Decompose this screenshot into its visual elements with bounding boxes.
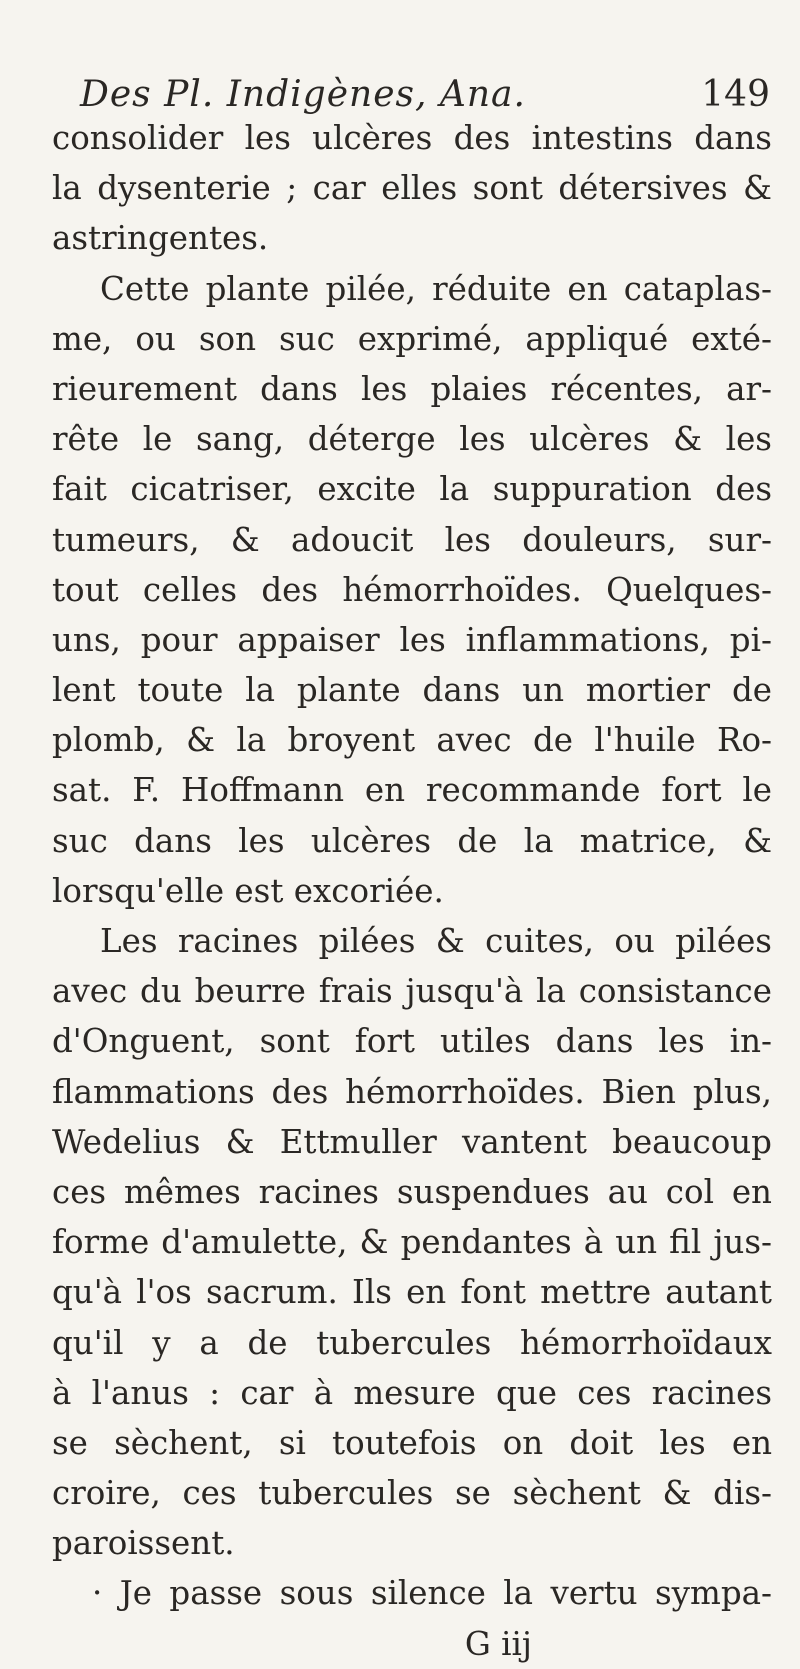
text-line: la dysenterie ; car elles sont détersives & [52,169,772,208]
text-line: croire, ces tubercules se sèchent & dis- [52,1474,772,1513]
text-line: suc dans les ulcères de la matrice, & [52,821,772,860]
page-body [52,113,772,1669]
text-line: paroissent. [52,1524,235,1563]
text-line: rête le sang, déterge les ulcères & les [52,420,772,459]
text-line: forme d'amulette, & pendantes à un fil jus- [52,1223,772,1262]
text-line: ces mêmes racines suspendues au col en [52,1172,772,1211]
text-line: Les racines pilées & cuites, ou pilées [100,922,772,960]
text-line: qu'il y a de tubercules hémorrhoïdaux [52,1323,772,1362]
text-line: se sèchent, si toutefois on doit les en [52,1423,772,1462]
text-line: avec du beurre frais jusqu'à la consistance [52,972,772,1011]
text-line: uns, pour appaiser les inflammations, pi- [52,620,772,659]
text-line: fait cicatriser, excite la suppuration des [52,470,772,509]
text-line: sat. F. Hoffmann en recommande fort le [52,771,772,810]
text-line: tout celles des hémorrhoïdes. Quelques- [52,570,772,609]
text-line: à l'anus : car à mesure que ces racines [52,1373,772,1412]
text-line: d'Onguent, sont fort utiles dans les in- [52,1022,772,1061]
text-line: consolider les ulcères des intestins dans [52,119,772,157]
text-line: me, ou son suc exprimé, appliqué exté- [52,319,772,358]
text-line: tumeurs, & adoucit les douleurs, sur- [52,520,772,559]
page-number: 149 [701,74,770,115]
signature-mark: G iij [464,1624,532,1663]
text-line: lent toute la plante dans un mortier de [52,671,772,710]
text-line: qu'à l'os sacrum. Ils en font mettre autant [52,1273,772,1312]
text-line: rieurement dans les plaies récentes, ar- [52,369,772,408]
text-line: Wedelius & Ettmuller vantent beaucoup [52,1122,772,1161]
text-line: lorsqu'elle est excoriée. [52,871,444,910]
text-line: flammations des hémorrhoïdes. Bien plus, [52,1072,772,1111]
text-line: Cette plante pilée, réduite en cataplas- [100,269,772,308]
text-line: astringentes. [52,219,269,258]
text-line: · Je passe sous silence la vertu sympa- [92,1574,772,1613]
running-title: Des Pl. Indigènes, Ana. [80,74,526,115]
text-line: plomb, & la broyent avec de l'huile Ro- [52,721,772,760]
